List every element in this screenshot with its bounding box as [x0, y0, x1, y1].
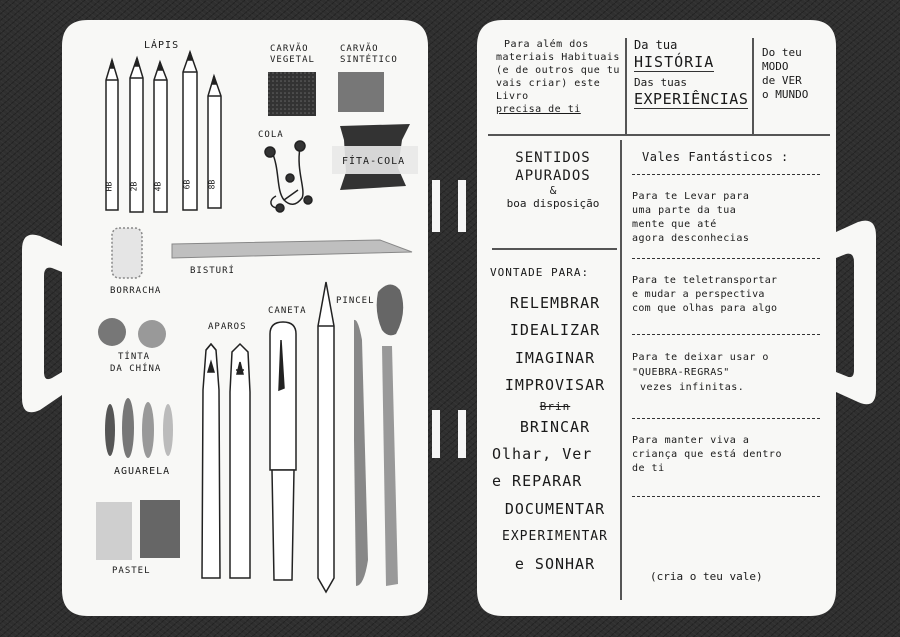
sentidos-line: SENTIDOS — [515, 150, 591, 166]
label-carvao-vegetal-2: VEGETAL — [270, 55, 315, 65]
modo-line: Do teu — [762, 46, 802, 59]
cria-vale-text: (cria o teu vale) — [650, 570, 763, 583]
vontade-item: IMPROVISAR — [504, 376, 606, 395]
vontade-item: e REPARAR — [492, 472, 583, 491]
vontade-title: VONTADE PARA: — [490, 266, 590, 279]
vontade-list — [490, 290, 620, 578]
vale-line: Para te Levar para — [632, 191, 750, 202]
label-borracha: BORRACHA — [110, 286, 162, 296]
label-pincel: PINCEL — [336, 296, 375, 306]
intro-line: materiais Habituais — [496, 52, 620, 63]
vale-divider — [632, 258, 820, 259]
intro-line: (e de outros que tu — [496, 65, 620, 76]
vale-coupon[interactable] — [632, 350, 769, 395]
vale-coupon[interactable] — [632, 190, 749, 246]
vontade-item: IMAGINAR — [514, 348, 596, 367]
vale-divider — [632, 496, 820, 497]
intro-line: Livro — [496, 91, 529, 102]
historia-block — [634, 38, 748, 109]
aguarela-stroke — [105, 404, 115, 456]
label-cola: COLA — [258, 130, 284, 140]
divider-v-top-1 — [625, 38, 627, 134]
aguarela-stroke — [163, 404, 173, 456]
pastel-swatch — [96, 502, 132, 560]
sentidos-line: boa disposição — [506, 197, 600, 210]
historia-line: EXPERIÊNCIAS — [634, 90, 749, 108]
vontade-item: RELEMBRAR — [509, 294, 601, 312]
vale-line: de ti — [632, 463, 665, 474]
vale-line: e mudar a perspectiva — [632, 289, 765, 300]
vale-line: Para te teletransportar — [632, 275, 778, 286]
aguarela-stroke — [122, 398, 134, 458]
caneta-drawing — [270, 322, 296, 580]
intro-line: Para além dos — [504, 39, 589, 50]
divider-h-top — [488, 134, 830, 136]
label-lapis: LÁPIS — [144, 40, 180, 51]
divider-h-left — [492, 248, 617, 250]
pencil-grade: 4B — [153, 181, 163, 192]
pencil-grade: 2B — [129, 181, 139, 192]
label-aparos: APAROS — [208, 322, 247, 332]
vontade-item: Olhar, Ver — [492, 445, 593, 464]
modo-line: MODO — [762, 60, 789, 73]
modo-block — [762, 46, 808, 102]
vontade-item: IDEALIZAR — [509, 321, 601, 340]
tinta-blot — [98, 318, 126, 346]
vale-line: criança que está dentro — [632, 449, 782, 460]
vontade-crossed: Brin — [539, 399, 571, 413]
vontade-item: e SONHAR — [514, 554, 596, 573]
pincel-stroke — [382, 346, 398, 586]
divider-v-main — [620, 140, 622, 600]
label-fita-cola: FÍTA-COLA — [342, 156, 406, 167]
pastel-swatch — [140, 500, 180, 558]
vale-coupon[interactable] — [632, 434, 782, 476]
pencil-grade: HB — [104, 181, 114, 192]
sentidos-line: APURADOS — [515, 168, 591, 184]
carvao-sintetico-swatch — [338, 72, 384, 112]
vale-line: Para manter viva a — [632, 435, 750, 446]
modo-line: de VER — [762, 74, 802, 87]
tinta-blot — [138, 320, 166, 348]
label-pastel: PASTEL — [112, 566, 151, 576]
aguarela-stroke — [142, 402, 154, 458]
vale-line: "QUEBRA-REGRAS" — [632, 367, 730, 378]
label-carvao-sintetico-2: SINTÉTICO — [340, 55, 398, 65]
historia-line: Das tuas — [634, 76, 687, 89]
carvao-vegetal-texture — [268, 72, 316, 116]
pencil-grade: 6B — [182, 179, 192, 190]
cola-drawing — [265, 141, 312, 212]
borracha-drawing — [112, 228, 142, 278]
intro-line: vais criar) este — [496, 78, 601, 89]
historia-line: HISTÓRIA — [634, 53, 715, 71]
pencil-grade: 8B — [207, 179, 217, 190]
vale-divider — [632, 174, 820, 175]
vale-coupon[interactable] — [632, 274, 777, 316]
label-tinta-1: TÍNTA — [118, 352, 151, 362]
vale-line: agora desconhecias — [632, 233, 750, 244]
bisturi-drawing — [172, 240, 412, 258]
vale-line: com que olhas para algo — [632, 303, 778, 314]
pincel-pen-drawing — [318, 282, 334, 592]
vales-title: Vales Fantásticos : — [642, 150, 789, 164]
pencils-drawing — [106, 52, 221, 212]
modo-line: o MUNDO — [762, 88, 809, 101]
vontade-item: BRINCAR — [519, 417, 591, 436]
label-carvao-sintetico-1: CARVÃO — [340, 44, 379, 54]
vontade-item: DOCUMENTAR — [504, 499, 606, 518]
vontade-item: EXPERIMENTAR — [502, 529, 608, 545]
pincel-stroke — [354, 320, 368, 586]
sentidos-line: & — [549, 184, 557, 197]
label-aguarela: AGUARELA — [114, 466, 171, 477]
sentidos-block — [498, 150, 608, 210]
historia-line: Da tua — [634, 38, 678, 52]
vale-divider — [632, 418, 820, 419]
vale-line: vezes infinitas. — [640, 382, 745, 393]
intro-text — [496, 38, 620, 116]
vale-divider — [632, 334, 820, 335]
label-carvao-vegetal-1: CARVÃO — [270, 44, 309, 54]
aparos-drawing — [202, 344, 250, 578]
vale-line: mente que até — [632, 219, 717, 230]
label-caneta: CANETA — [268, 306, 307, 316]
intro-line: precisa de ti — [496, 104, 581, 115]
label-tinta-2: DA CHÍNA — [110, 364, 162, 374]
vale-line: uma parte da tua — [632, 205, 737, 216]
label-bisturi: BISTURÍ — [190, 266, 235, 276]
pincel-brush-head — [377, 284, 404, 335]
divider-v-top-2 — [752, 38, 754, 134]
vale-line: Para te deixar usar o — [632, 352, 769, 363]
